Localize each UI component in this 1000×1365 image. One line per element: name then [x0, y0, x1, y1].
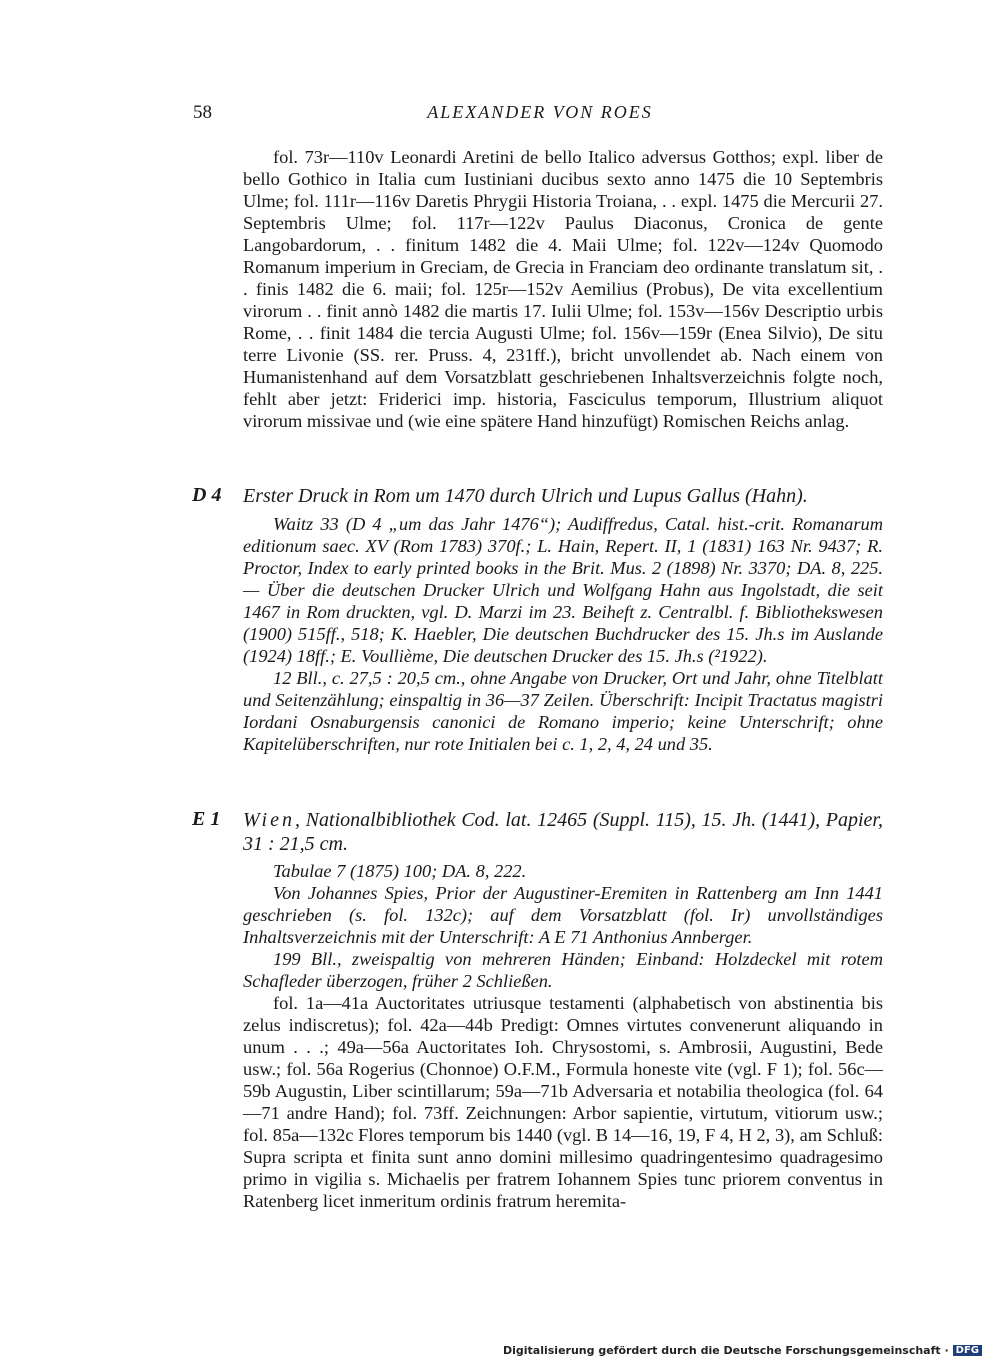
- d4-heading: Erster Druck in Rom um 1470 durch Ulrich und Lupus Gallus (Hahn).: [243, 485, 808, 507]
- e1-references: Tabulae 7 (1875) 100; DA. 8, 222.: [273, 861, 527, 881]
- e1-heading-rest: , Nationalbibliothek Cod. lat. 12465 (Suppl. 115), 15. Jh. (1441), Papier, 31 : 21,5 cm.: [243, 809, 883, 855]
- e1-block: [243, 860, 883, 1212]
- dfg-logo-icon: DFG: [953, 1345, 982, 1356]
- siglum-e1: E 1: [192, 808, 221, 830]
- d4-references: Waitz 33 (D 4 „um das Jahr 1476“); Audiffredus, Catal. hist.-crit. Romanarum editionum saec. XV (Rom 1783) 370f.; L. Hain, Repert. II, 1 (1831) 163 Nr. 9437; R. Proctor, Index to early printed books in the Brit. Mus. 2 (1898) Nr. 3370; DA. 8, 225. — Über die deutschen Drucker Ulrich und Wolfgang Hahn aus Ingolstadt, die seit 1467 in Rom druckten, vgl. D. Marzi im 23. Beiheft z. Centralbl. f. Bibliothekswesen (1900) 515ff., 518; K. Haebler, Die deutschen Buchdrucker des 15. Jh.s im Auslande (1924) 18ff.; E. Voullième, Die deutschen Drucker des 15. Jh.s (²1922).: [243, 514, 883, 666]
- running-head: ALEXANDER VON ROES: [427, 102, 653, 122]
- continuation-block: [243, 146, 883, 432]
- e1-heading: [243, 808, 883, 856]
- footer-credit-text: Digitalisierung gefördert durch die Deutsche Forschungsgemeinschaft ·: [502, 1344, 949, 1357]
- d4-description: 12 Bll., c. 27,5 : 20,5 cm., ohne Angabe von Drucker, Ort und Jahr, ohne Titelblatt und Seitenzählung; einspaltig in 36—37 Zeilen. Überschrift: Incipit Tractatus magistri Iordani Osnaburgensis canonici de Romano imperio; keine Unterschrift; ohne Kapitelüberschriften, nur rote Initialen bei c. 1, 2, 4, 24 und 35.: [243, 668, 883, 754]
- siglum-d4: D 4: [192, 484, 222, 506]
- d4-block: [243, 513, 883, 755]
- page-number: 58: [193, 102, 212, 123]
- e1-provenance: Von Johannes Spies, Prior der Augustiner-Eremiten in Rattenberg am Inn 1441 geschrieben (s. fol. 132c); auf dem Vorsatzblatt (fol. Ir) unvollständiges Inhaltsverzeichnis mit der Unterschrift: A E 71 Anthonius Annberger.: [243, 883, 883, 947]
- e1-contents: fol. 1a—41a Auctoritates utriusque testamenti (alphabetisch von abstinentia bis zelus indiscretus); fol. 42a—44b Predigt: Omnes virtutes convenerunt aliquando in unum . . .; 49a—56a Auctoritates Ioh. Chrysostomi, s. Ambrosii, Augustini, Bede usw.; fol. 56a Rogerius (Chonnoe) O.F.M., Formula honeste vite (vgl. F 1); fol. 56c—59b Augustin, Liber scintillarum; 59a—71b Adversaria et notabilia theologica (fol. 64—71 andre Hand); fol. 73ff. Zeichnungen: Arbor sapientie, virtutum, vitiorum usw.; fol. 85a—132c Flores temporum bis 1440 (vgl. B 14—16, 19, F 4, H 2, 3), am Schluß: Supra scripta et finita sunt anno domini millesimo quadringentesimo quadragesimo primo in vigilia s. Michaelis per fratrem Iohannem Spies tunc priorem conventus in Ratenberg licet inmeritum ordinis fratrum heremita-: [243, 993, 883, 1211]
- e1-physical: 199 Bll., zweispaltig von mehreren Händen; Einband: Holzdeckel mit rotem Schafleder überzogen, früher 2 Schließen.: [243, 949, 883, 991]
- continuation-paragraph: fol. 73r—110v Leonardi Aretini de bello Italico adversus Gotthos; expl. liber de bello Gothico in Italia cum Iustiniani ducibus sexto anno 1475 die 10 Septembris Ulme; fol. 111r—116v Daretis Phrygii Historia Troiana, . . expl. 1475 die Mercurii 27. Septembris Ulme; fol. 117r—122v Paulus Diaconus, Cronica de gente Langobardorum, . . finitum 1482 die 4. Maii Ulme; fol. 122v—124v Quomodo Romanum imperium in Greciam, de Grecia in Franciam deo ordinante translatum sit, . . finis 1482 die 6. maii; fol. 125r—152v Aemilius (Probus), De vita excellentium virorum . . finit annò 1482 die martis 17. Iulii Ulme; fol. 153v—156v Descriptio urbis Rome, . . finit 1484 die tercia Augusti Ulme; fol. 156v—159r (Enea Silvio), De situ terre Livonie (SS. rer. Pruss. 4, 231ff.), bricht unvollendet ab. Nach einem von Humanistenhand auf dem Vorsatzblatt geschriebenen Inhaltsverzeichnis folgte noch, fehlt aber jetzt: Friderici imp. historia, Fasciculus temporum, Illustrium aliquot virorum missivae und (wie eine spätere Hand hinzufügt) Romischen Reichs anlag.: [243, 147, 883, 431]
- footer-credit: [503, 1344, 982, 1357]
- e1-heading-city: Wien: [243, 809, 295, 831]
